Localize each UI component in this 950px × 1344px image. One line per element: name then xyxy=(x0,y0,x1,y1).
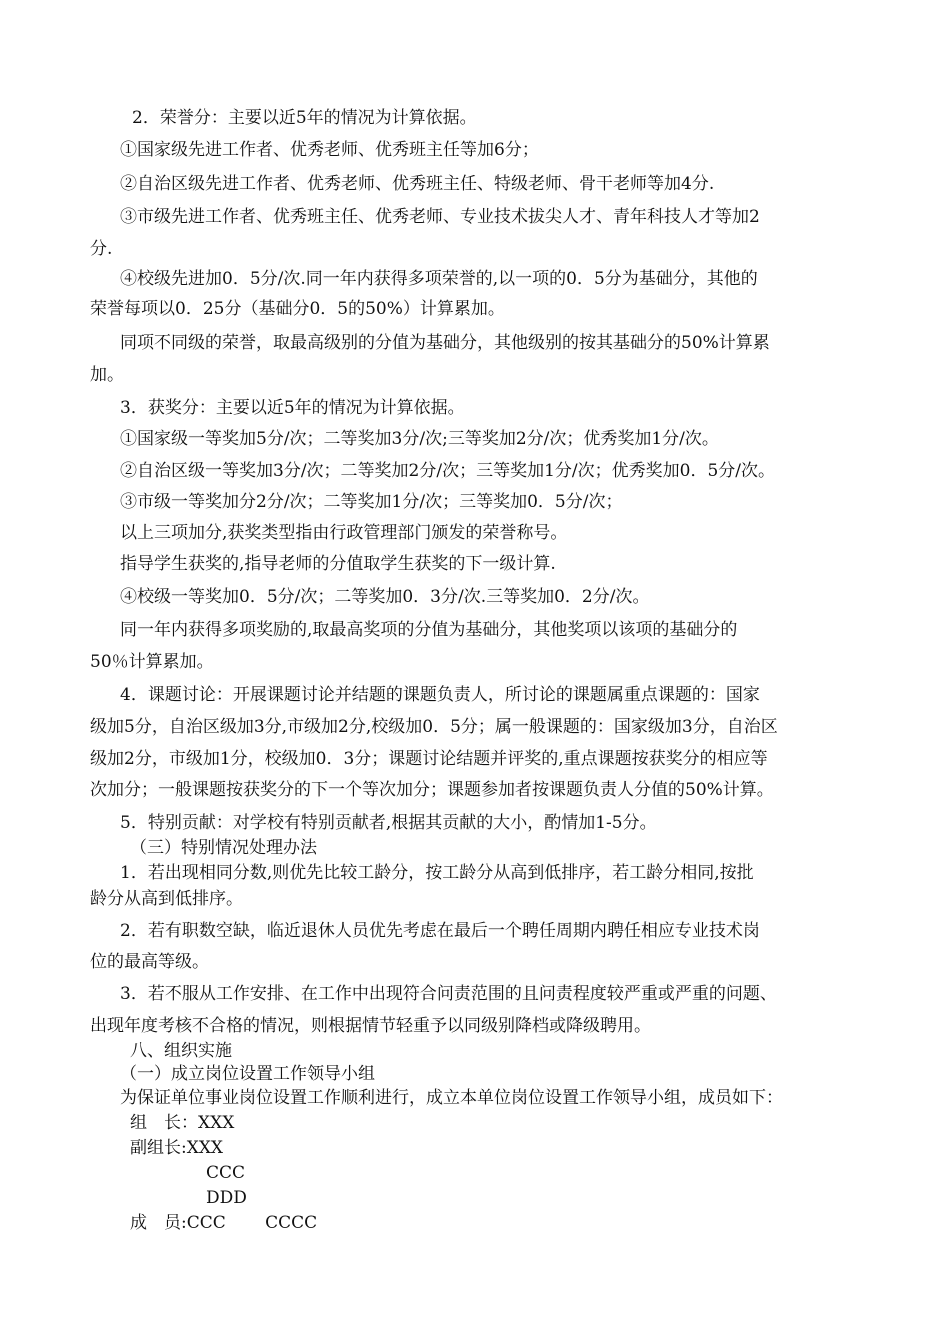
special-p1-line2: 龄分从高到低排序。 xyxy=(90,889,243,909)
special-p2-line2: 位的最高等级。 xyxy=(90,952,209,972)
section3-item2: ②自治区级一等奖加3分/次；二等奖加2分/次；三等奖加1分/次；优秀奖加0．5分/次。 xyxy=(120,461,775,481)
section8-heading: 八、组织实施 xyxy=(130,1041,232,1061)
section2-heading: 2．荣誉分：主要以近5年的情况为计算依据。 xyxy=(132,108,477,128)
special-p1-line1: 1．若出现相同分数,则优先比较工龄分，按工龄分从高到低排序，若工龄分相同,按批 xyxy=(120,863,754,883)
section2-item4-line2: 荣誉每项以0．25分（基础分0．5的50%）计算累加。 xyxy=(90,299,505,319)
special-heading: （三）特别情况处理办法 xyxy=(130,838,317,858)
section3-note2: 指导学生获奖的,指导老师的分值取学生获奖的下一级计算. xyxy=(120,554,556,574)
section3-note3-line2: 50％计算累加。 xyxy=(90,652,214,672)
section2-item4-line1: ④校级先进加0．5分/次.同一年内获得多项荣誉的,以一项的0．5分为基础分，其他的 xyxy=(120,269,758,289)
special-p3-line2: 出现年度考核不合格的情况，则根据情节轻重予以同级别降档或降级聘用。 xyxy=(90,1016,651,1036)
section2-item3-line2: 分. xyxy=(90,239,113,259)
section3-note1: 以上三项加分,获奖类型指由行政管理部门颁发的荣誉称号。 xyxy=(120,523,568,543)
section2-note-line1: 同项不同级的荣誉，取最高级别的分值为基础分，其他级别的按其基础分的50%计算累 xyxy=(120,333,770,353)
section5-line1: 5．特别贡献：对学校有特别贡献者,根据其贡献的大小，酌情加1-5分。 xyxy=(120,813,657,833)
special-p2-line1: 2．若有职数空缺，临近退休人员优先考虑在最后一个聘任周期内聘任相应专业技术岗 xyxy=(120,921,760,941)
section2-item1: ①国家级先进工作者、优秀老师、优秀班主任等加6分； xyxy=(120,140,539,160)
deputy-line-2: CCC xyxy=(206,1163,246,1183)
section8-intro: 为保证单位事业岗位设置工作顺利进行，成立本单位岗位设置工作领导小组，成员如下： xyxy=(120,1088,783,1108)
section3-heading: 3．获奖分：主要以近5年的情况为计算依据。 xyxy=(120,398,465,418)
section4-line3: 级加2分，市级加1分，校级加0．3分；课题讨论结题并评奖的,重点课题按获奖分的相应等 xyxy=(90,749,768,769)
section8-sub-heading: （一）成立岗位设置工作领导小组 xyxy=(120,1064,375,1084)
section3-item4: ④校级一等奖加0．5分/次；二等奖加0．3分/次.三等奖加0．2分/次。 xyxy=(120,587,650,607)
deputy-line: 副组长:XXX xyxy=(130,1138,224,1158)
section3-item3: ③市级一等奖加分2分/次；二等奖加1分/次；三等奖加0．5分/次； xyxy=(120,492,623,512)
section2-note-line2: 加。 xyxy=(90,365,124,385)
deputy-line-3: DDD xyxy=(206,1188,247,1208)
section4-line4: 次加分；一般课题按获奖分的下一个等次加分；课题参加者按课题负责人分值的50%计算。 xyxy=(90,780,774,800)
section2-item3-line1: ③市级先进工作者、优秀班主任、优秀老师、专业技术拔尖人才、青年科技人才等加2 xyxy=(120,207,760,227)
section2-item2: ②自治区级先进工作者、优秀老师、优秀班主任、特级老师、骨干老师等加4分. xyxy=(120,174,715,194)
special-p3-line1: 3．若不服从工作安排、在工作中出现符合问责范围的且问责程度较严重或严重的问题、 xyxy=(120,984,777,1004)
section3-item1: ①国家级一等奖加5分/次；二等奖加3分/次;三等奖加2分/次；优秀奖加1分/次。 xyxy=(120,429,719,449)
section4-line2: 级加5分，自治区级加3分,市级加2分,校级加0．5分；属一般课题的：国家级加3分，自治区 xyxy=(90,717,778,737)
members-line: 成 员:CCC CCCC xyxy=(130,1213,318,1233)
section3-note3-line1: 同一年内获得多项奖励的,取最高奖项的分值为基础分，其他奖项以该项的基础分的 xyxy=(120,620,738,640)
leader-line: 组 长：XXX xyxy=(130,1113,235,1133)
section4-line1: 4．课题讨论：开展课题讨论并结题的课题负责人，所讨论的课题属重点课题的：国家 xyxy=(120,685,760,705)
